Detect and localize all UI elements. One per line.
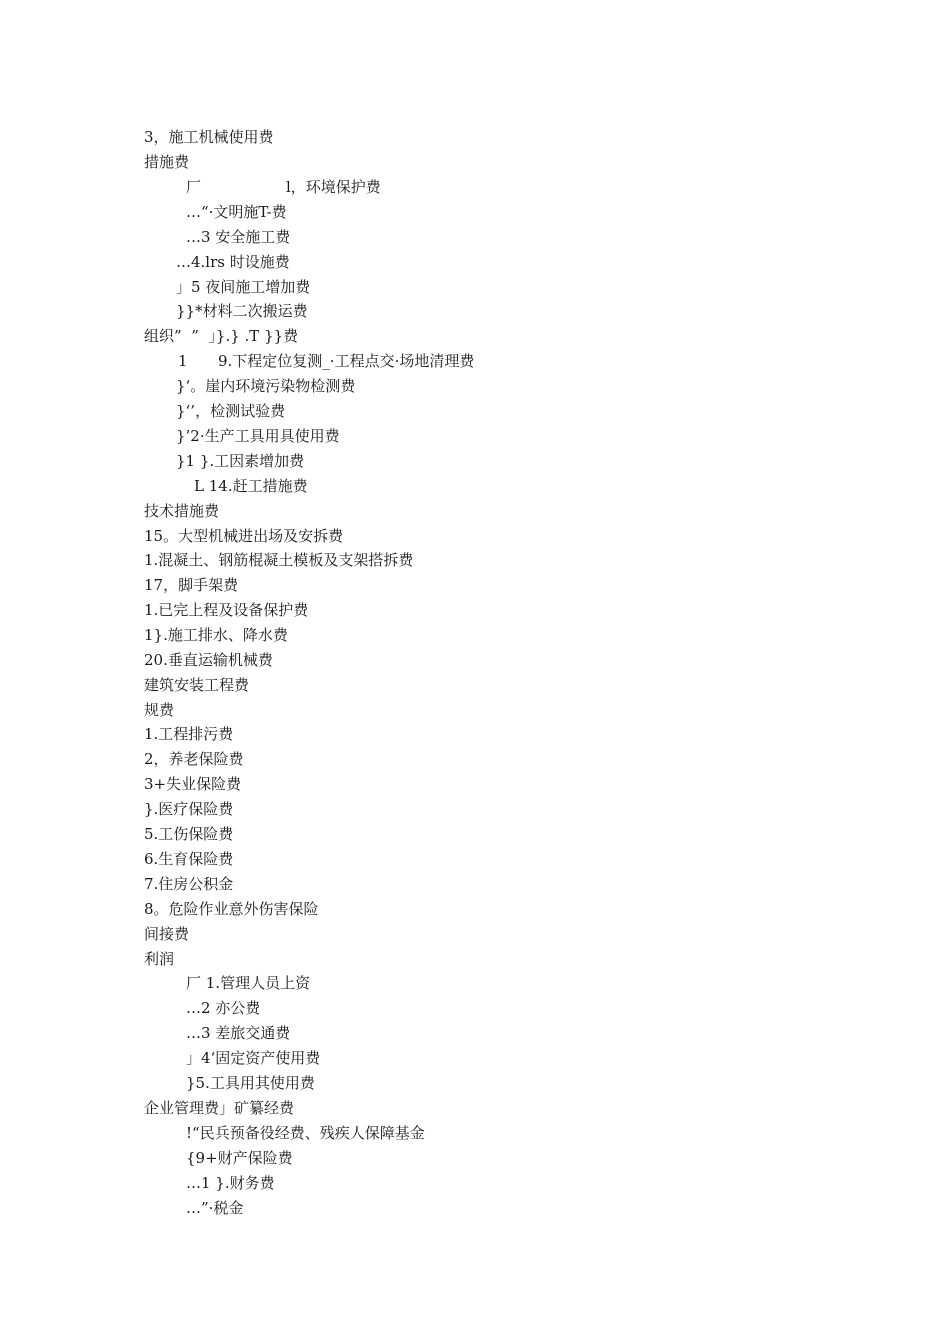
- text-line: }‘。崖内环境污染物检测费: [176, 377, 356, 395]
- text-line: 15。大型机械进出场及安拆费: [144, 527, 344, 545]
- text-line: l，环境保护费: [286, 178, 381, 196]
- text-line: …4.lrs 时设施费: [176, 253, 290, 271]
- text-line: 20.垂直运输机械费: [144, 651, 273, 669]
- text-line: !“民兵预备役经费、残疾人保障基金: [186, 1124, 425, 1142]
- text-line: 1}.施工排水、降水费: [144, 626, 288, 644]
- text-line: 2，养老保险费: [144, 750, 244, 768]
- text-line: {9+财产保险费: [186, 1149, 293, 1167]
- text-line: }.医疗保险费: [144, 800, 234, 818]
- text-line: 企业管理费」矿纂经费: [144, 1099, 295, 1117]
- text-line: …”·税金: [186, 1199, 244, 1217]
- text-line: }}*材料二次搬运费: [176, 302, 308, 320]
- text-line: …2 亦公费: [186, 999, 261, 1017]
- text-line: }5.工具用其使用费: [186, 1074, 315, 1092]
- text-line: 1.工程排污费: [144, 725, 234, 743]
- text-line: 建筑安装工程费: [144, 676, 250, 694]
- text-line: 7.住房公积金: [144, 875, 234, 893]
- text-line: 1: [178, 352, 188, 370]
- text-line: 规费: [144, 701, 175, 719]
- text-line: 3，施工机械使用费: [144, 128, 274, 146]
- text-line: 技术措施费: [144, 502, 220, 520]
- text-line: 3+失业保险费: [144, 775, 242, 793]
- text-line: 利润: [144, 950, 175, 968]
- text-line: 厂 1.管理人员上资: [186, 974, 311, 992]
- text-line: 」5 夜间施工增加费: [176, 278, 311, 296]
- text-line: 5.工伤保险费: [144, 825, 234, 843]
- text-line: 8。危险作业意外伤害保险: [144, 900, 319, 918]
- text-line: …3 安全施工费: [186, 228, 291, 246]
- text-line: …“·文明施T-费: [186, 203, 287, 221]
- text-line: 措施费: [144, 153, 190, 171]
- text-line: L 14.赶工措施费: [194, 477, 308, 495]
- text-line: …1 }.财务费: [186, 1174, 275, 1192]
- text-line: 6.生育保险费: [144, 850, 234, 868]
- text-line: 厂: [186, 178, 202, 196]
- text-line: 」4‘固定资产使用费: [186, 1049, 321, 1067]
- text-line: 1.混凝土、钢筋棍凝土模板及支架搭拆费: [144, 551, 414, 569]
- text-line: 17，脚手架费: [144, 576, 239, 594]
- text-line: }‘’，检测试验费: [176, 402, 286, 420]
- text-line: }1 }.工因素增加费: [176, 452, 305, 470]
- text-line: 1.已完上程及设备保护费: [144, 601, 309, 619]
- text-line: 9.下程定位复测_·工程点交·场地清理费: [218, 352, 475, 370]
- text-line: 间接费: [144, 925, 190, 943]
- text-line: …3 差旅交通费: [186, 1024, 291, 1042]
- text-line: 组织” ” 」}.} .T }}费: [144, 327, 299, 345]
- text-line: }’2·生产工具用具使用费: [176, 427, 340, 445]
